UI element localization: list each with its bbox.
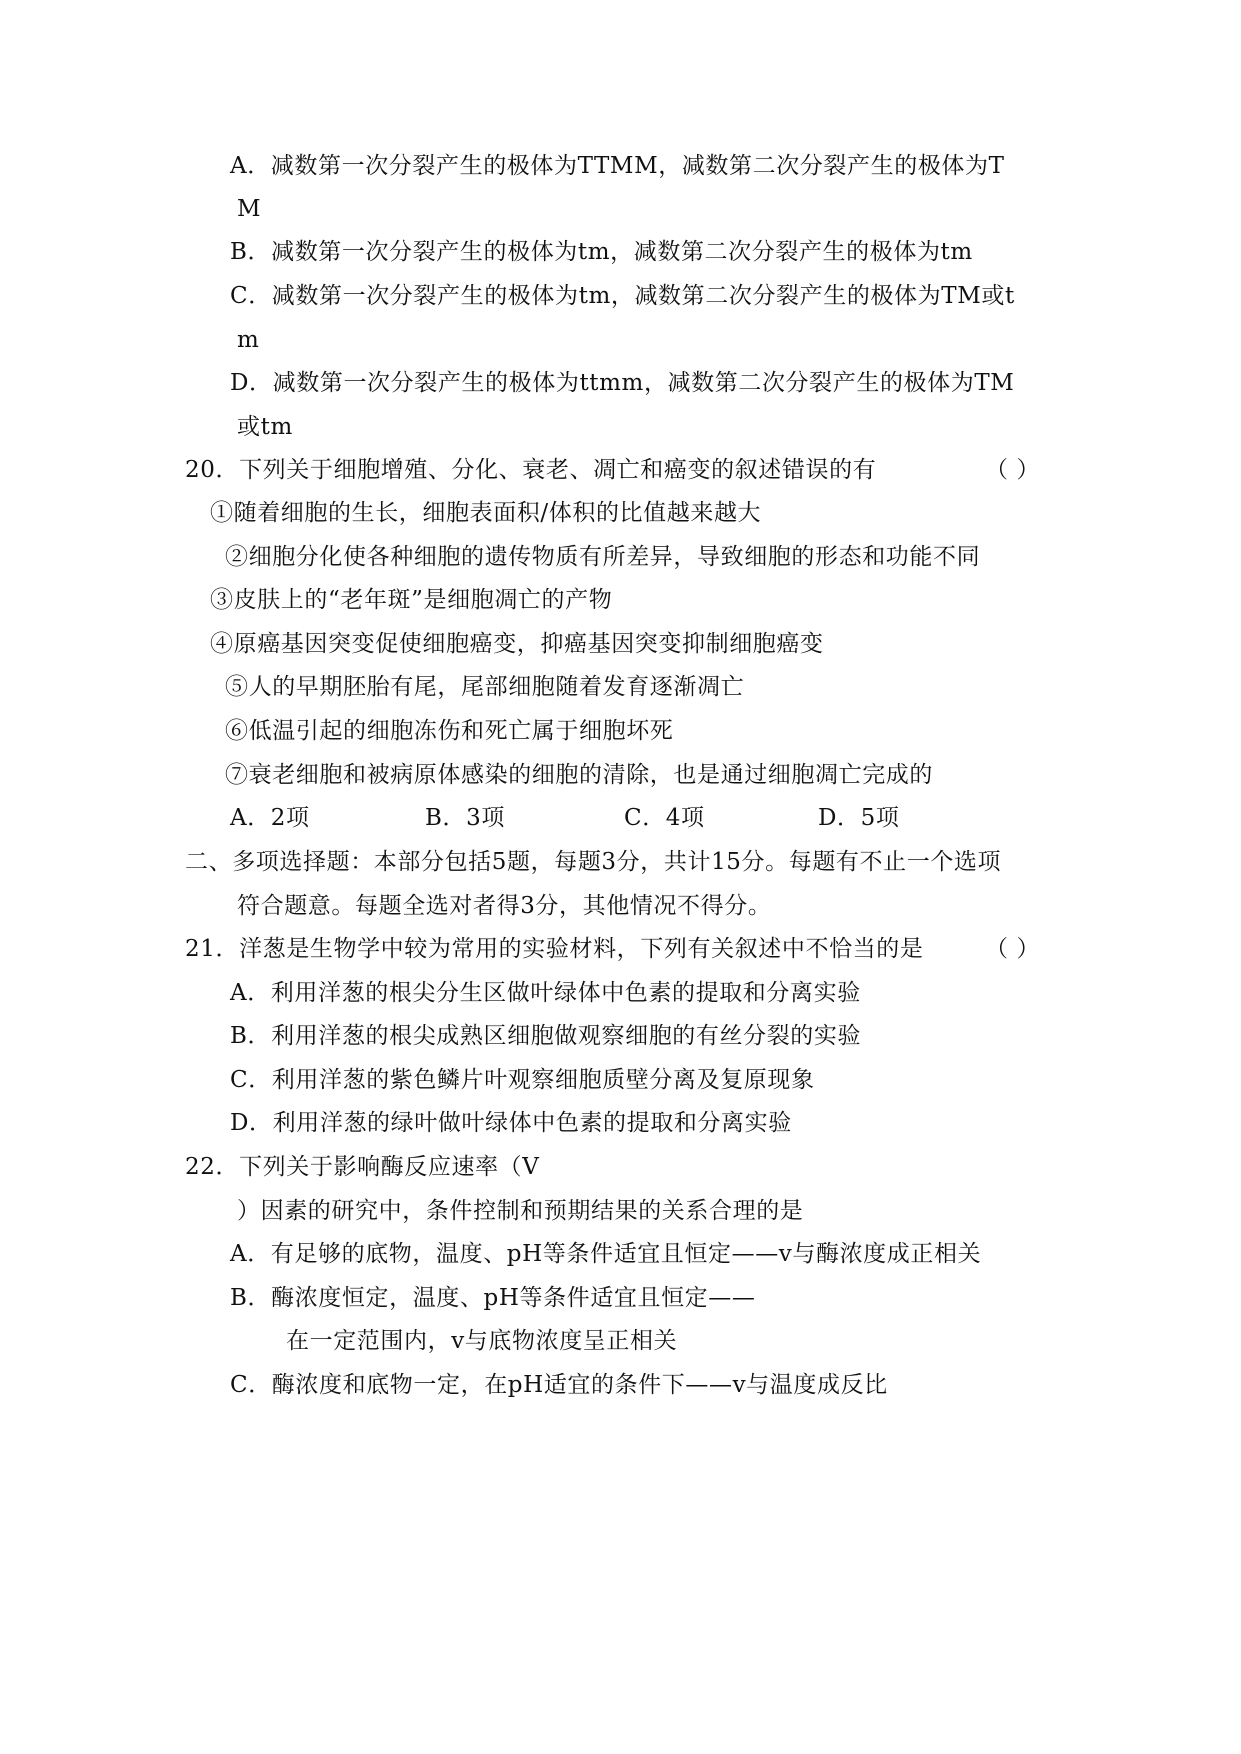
- q19-option-d-line2: 或tm: [237, 414, 293, 440]
- q20-statement-6: ⑥低温引起的细胞冻伤和死亡属于细胞坏死: [225, 718, 674, 744]
- q20-option-b: B．3项: [425, 805, 505, 831]
- section-2-heading-line1: 二、多项选择题：本部分包括5题，每题3分，共计15分。每题有不止一个选项: [185, 849, 1002, 875]
- q21-answer-bracket: （ ）: [985, 936, 1041, 962]
- q19-option-a-line1: A．减数第一次分裂产生的极体为TTMM，减数第二次分裂产生的极体为T: [230, 153, 1005, 179]
- section-2-heading-line2: 符合题意。每题全选对者得3分，其他情况不得分。: [237, 893, 772, 919]
- q21-option-b: B．利用洋葱的根尖成熟区细胞做观察细胞的有丝分裂的实验: [230, 1023, 862, 1049]
- q20-option-a: A．2项: [230, 805, 310, 831]
- q20-option-d: D．5项: [818, 805, 900, 831]
- q19-option-a-line2: M: [237, 196, 262, 222]
- q22-option-a: A．有足够的底物，温度、pH等条件适宜且恒定——v与酶浓度成正相关: [230, 1241, 982, 1267]
- q20-answer-bracket: （ ）: [985, 457, 1041, 483]
- q22-option-b-line2: 在一定范围内，v与底物浓度呈正相关: [286, 1328, 678, 1354]
- q19-option-c-line2: m: [237, 327, 260, 353]
- q20-statement-5: ⑤人的早期胚胎有尾，尾部细胞随着发育逐渐凋亡: [225, 674, 745, 700]
- q21-option-d: D．利用洋葱的绿叶做叶绿体中色素的提取和分离实验: [230, 1110, 792, 1136]
- q22-option-b-line1: B．酶浓度恒定，温度、pH等条件适宜且恒定——: [230, 1285, 756, 1311]
- q20-option-c: C．4项: [624, 805, 705, 831]
- q19-option-c-line1: C．减数第一次分裂产生的极体为tm，减数第二次分裂产生的极体为TM或t: [230, 283, 1015, 309]
- q20-statement-4: ④原癌基因突变促使细胞癌变，抑癌基因突变抑制细胞癌变: [210, 631, 824, 657]
- q22-stem-line2: ）因素的研究中，条件控制和预期结果的关系合理的是: [237, 1198, 804, 1224]
- q21-option-a: A．利用洋葱的根尖分生区做叶绿体中色素的提取和分离实验: [230, 980, 861, 1006]
- q19-option-b: B．减数第一次分裂产生的极体为tm，减数第二次分裂产生的极体为tm: [230, 239, 973, 265]
- q20-statement-1: ①随着细胞的生长，细胞表面积/体积的比值越来越大: [210, 500, 762, 526]
- q22-stem-line1: 22．下列关于影响酶反应速率（V: [185, 1154, 540, 1180]
- q21-stem: 21．洋葱是生物学中较为常用的实验材料，下列有关叙述中不恰当的是: [185, 936, 924, 962]
- q19-option-d-line1: D．减数第一次分裂产生的极体为ttmm，减数第二次分裂产生的极体为TM: [230, 370, 1015, 396]
- q20-statement-3: ③皮肤上的“老年斑”是细胞凋亡的产物: [210, 587, 613, 613]
- q21-option-c: C．利用洋葱的紫色鳞片叶观察细胞质壁分离及复原现象: [230, 1067, 815, 1093]
- q20-statement-7: ⑦衰老细胞和被病原体感染的细胞的清除，也是通过细胞凋亡完成的: [225, 762, 933, 788]
- q20-stem: 20．下列关于细胞增殖、分化、衰老、凋亡和癌变的叙述错误的有: [185, 457, 877, 483]
- q20-statement-2: ②细胞分化使各种细胞的遗传物质有所差异，导致细胞的形态和功能不同: [225, 544, 981, 570]
- q22-option-c: C．酶浓度和底物一定，在pH适宜的条件下——v与温度成反比: [230, 1372, 888, 1398]
